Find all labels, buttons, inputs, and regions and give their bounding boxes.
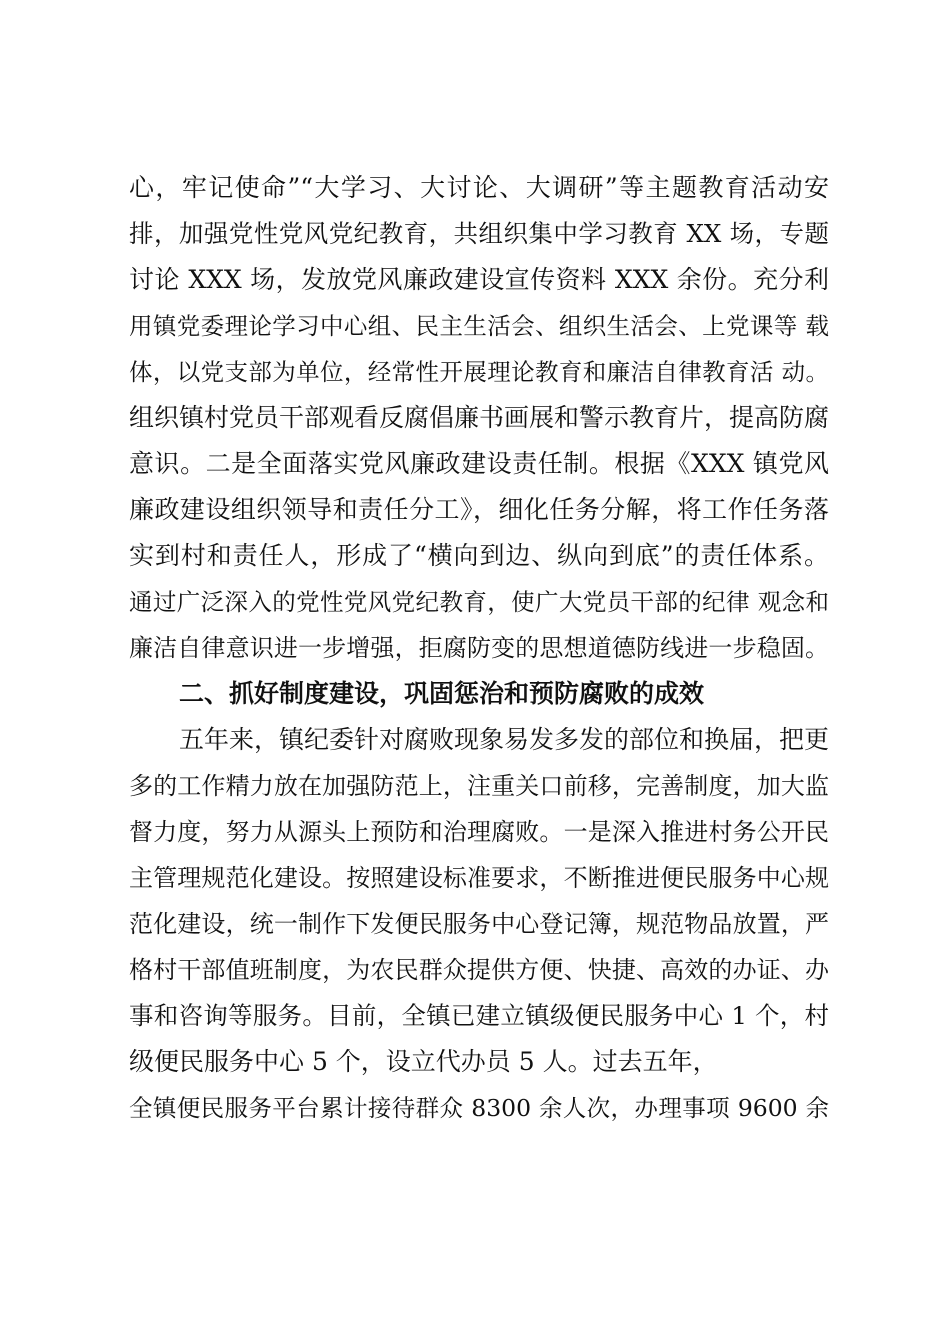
- paragraph-line: 廉政建设组织领导和责任分工》，细化任务分解，将工作任务落: [129, 495, 829, 524]
- paragraph-line: 事和咨询等服务。目前，全镇已建立镇级便民服务中心 1 个，村: [129, 1001, 829, 1030]
- section-heading: 二、抓好制度建设，巩固惩治和预防腐败的成效: [179, 679, 705, 708]
- paragraph-line: 廉洁自律意识进一步增强，拒腐防变的思想道德防线进一步稳固。: [129, 634, 829, 662]
- paragraph-line: 通过广泛深入的党性党风党纪教育，使广大党员干部的纪律 观念和: [129, 588, 829, 616]
- paragraph-line: 实到村和责任人，形成了“横向到边、纵向到底”的责任体系。: [129, 541, 829, 570]
- paragraph-line: 讨论 XXX 场，发放党风廉政建设宣传资料 XXX 余份。充分利: [129, 265, 829, 294]
- paragraph-line: 级便民服务中心 5 个，设立代办员 5 人。过去五年，: [129, 1047, 718, 1076]
- paragraph-line: 督力度，努力从源头上预防和治理腐败。一是深入推进村务公开民: [129, 818, 829, 846]
- paragraph-line: 意识。二是全面落实党风廉政建设责任制。根据《XXX 镇党风: [129, 449, 829, 478]
- paragraph-line: 用镇党委理论学习中心组、民主生活会、组织生活会、上党课等 载: [129, 312, 829, 340]
- paragraph-line: 心，牢记使命”“大学习、大讨论、大调研”等主题教育活动安: [129, 173, 829, 202]
- paragraph-line: 格村干部值班制度，为农民群众提供方便、快捷、高效的办证、办: [129, 956, 829, 984]
- paragraph-line: 范化建设，统一制作下发便民服务中心登记簿，规范物品放置，严: [129, 910, 829, 938]
- paragraph-line: 五年来，镇纪委针对腐败现象易发多发的部位和换届，把更: [179, 725, 829, 754]
- paragraph-line: 多的工作精力放在加强防范上，注重关口前移，完善制度，加大监: [129, 772, 829, 800]
- paragraph-line: 全镇便民服务平台累计接待群众 8300 余人次，办理事项 9600 余: [129, 1094, 829, 1122]
- paragraph-line: 体，以党支部为单位，经常性开展理论教育和廉洁自律教育活 动。: [129, 358, 829, 386]
- paragraph-line: 组织镇村党员干部观看反腐倡廉书画展和警示教育片，提高防腐: [129, 403, 829, 432]
- paragraph-line: 主管理规范化建设。按照建设标准要求，不断推进便民服务中心规: [129, 864, 829, 892]
- paragraph-line: 排，加强党性党风党纪教育，共组织集中学习教育 XX 场，专题: [129, 219, 829, 248]
